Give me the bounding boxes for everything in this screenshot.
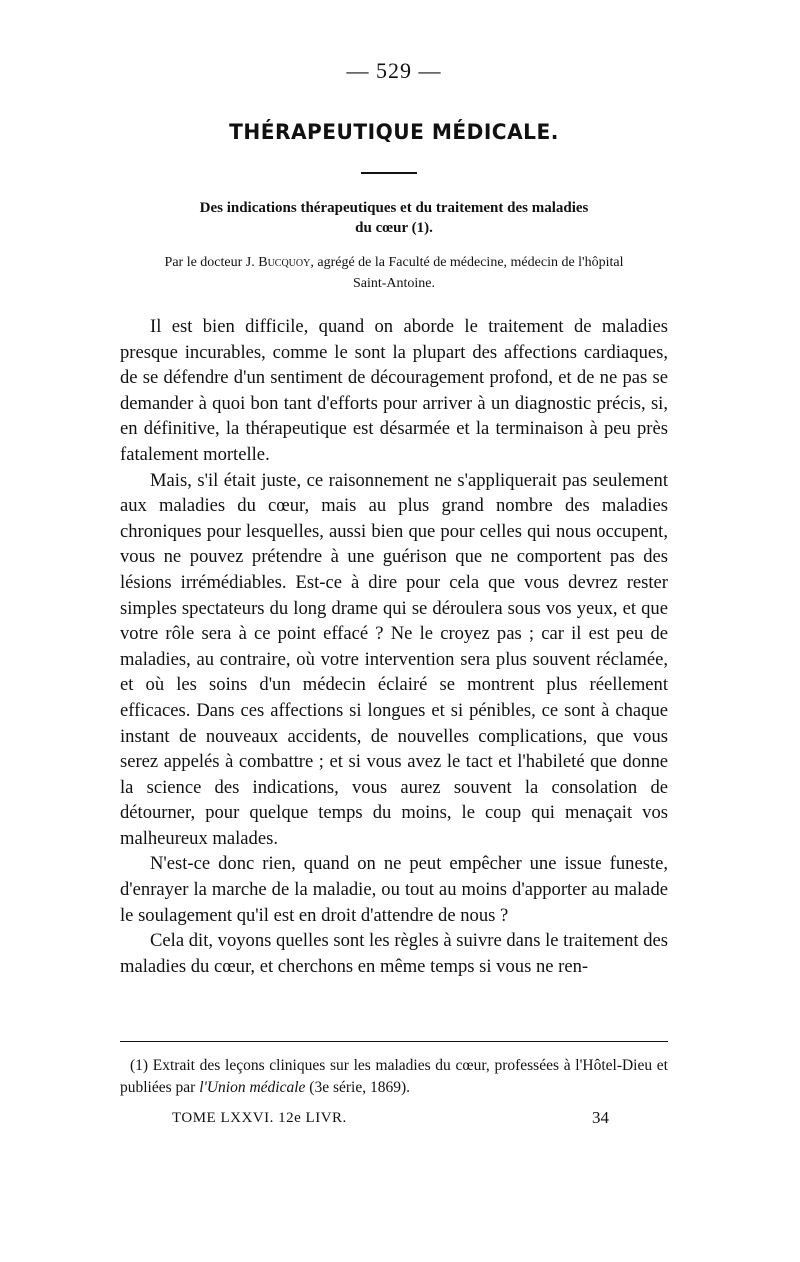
footnote (120, 1055, 668, 1099)
title-rule (361, 172, 417, 174)
byline-prefix: Par le docteur J. (164, 255, 259, 270)
article-body (120, 314, 668, 979)
author-byline (118, 252, 670, 294)
footnote-rule (120, 1041, 668, 1042)
gathering-number: 34 (592, 1108, 609, 1127)
byline-affiliation: , agrégé de la Faculté de médecine, médecin de l'hôpital (310, 255, 624, 270)
footnote-journal: l'Union médicale (199, 1079, 306, 1096)
footnote-text: (1) Extrait des leçons cliniques sur les maladies du cœur, professées à l'Hôtel-Dieu et publiées par (120, 1057, 668, 1096)
paragraph-1: Il est bien difficile, quand on aborde le traitement de maladies presque incurables, comme le sont la plupart des affections cardiaques, de se défendre d'un sentiment de découragement profond, et de ne pas se demander à quoi bon tant d'efforts pour arriver à un diagnostic précis, si, en définitive, la thérapeutique est désarmée et la terminaison à peu près fatalement mortelle. (120, 316, 668, 465)
paragraph-2: Mais, s'il était juste, ce raisonnement ne s'appliquerait pas seulement aux maladies du cœur, mais au plus grand nombre des maladies chroniques pour lesquelles, aussi bien que pour celles qui nous occupent, vous ne pouvez prétendre à une guérison que ne comportent pas des lésions irrémédiables. Est-ce à dire pour cela que vous devrez rester simples spectateurs du long drame qui se déroulera sous vos yeux, et que votre rôle sera à ce point effacé ? Ne le croyez pas ; car il est peu de maladies, au contraire, où votre intervention sera plus souvent réclamée, et où les soins d'un médecin éclairé se montrent plus réellement efficaces. Dans ces affections si longues et si pénibles, ce sont à chaque instant de nouveaux accidents, de nouvelles complications, que vous serez appelés à combattre ; et si vous avez le tact et l'habileté que donne la science des indications, vous aurez souvent la consolation de détourner, pour quelque temps du moins, le coup qui menaçait vos malheureux malades. (120, 469, 668, 849)
byline-line-1 (118, 252, 670, 273)
article-title-line-1: Des indications thérapeutiques et du traitement des maladies (199, 200, 589, 216)
paragraph-4: Cela dit, voyons quelles sont les règles à suivre dans le traitement des maladies du cœur, et cherchons en même temps si vous ne ren- (120, 930, 668, 977)
paragraph-3: N'est-ce donc rien, quand on ne peut empêcher une issue funeste, d'enrayer la marche de la maladie, ou tout au moins d'apporter au malade le soulagement qu'il est en droit d'attendre de nous ? (120, 853, 668, 926)
author-name: Bucquoy (258, 255, 311, 270)
article-title (120, 198, 668, 238)
volume-signature: TOME LXXVI. 12e LIVR. (172, 1110, 347, 1126)
section-title: THÉRAPEUTIQUE MÉDICALE. (229, 120, 559, 144)
book-page (120, 0, 668, 1262)
page-number: — 529 — (346, 58, 442, 83)
byline-line-2: Saint-Antoine. (352, 276, 436, 291)
footnote-citation: (3e série, 1869). (305, 1079, 410, 1096)
article-title-line-2: du cœur (1). (355, 220, 433, 236)
